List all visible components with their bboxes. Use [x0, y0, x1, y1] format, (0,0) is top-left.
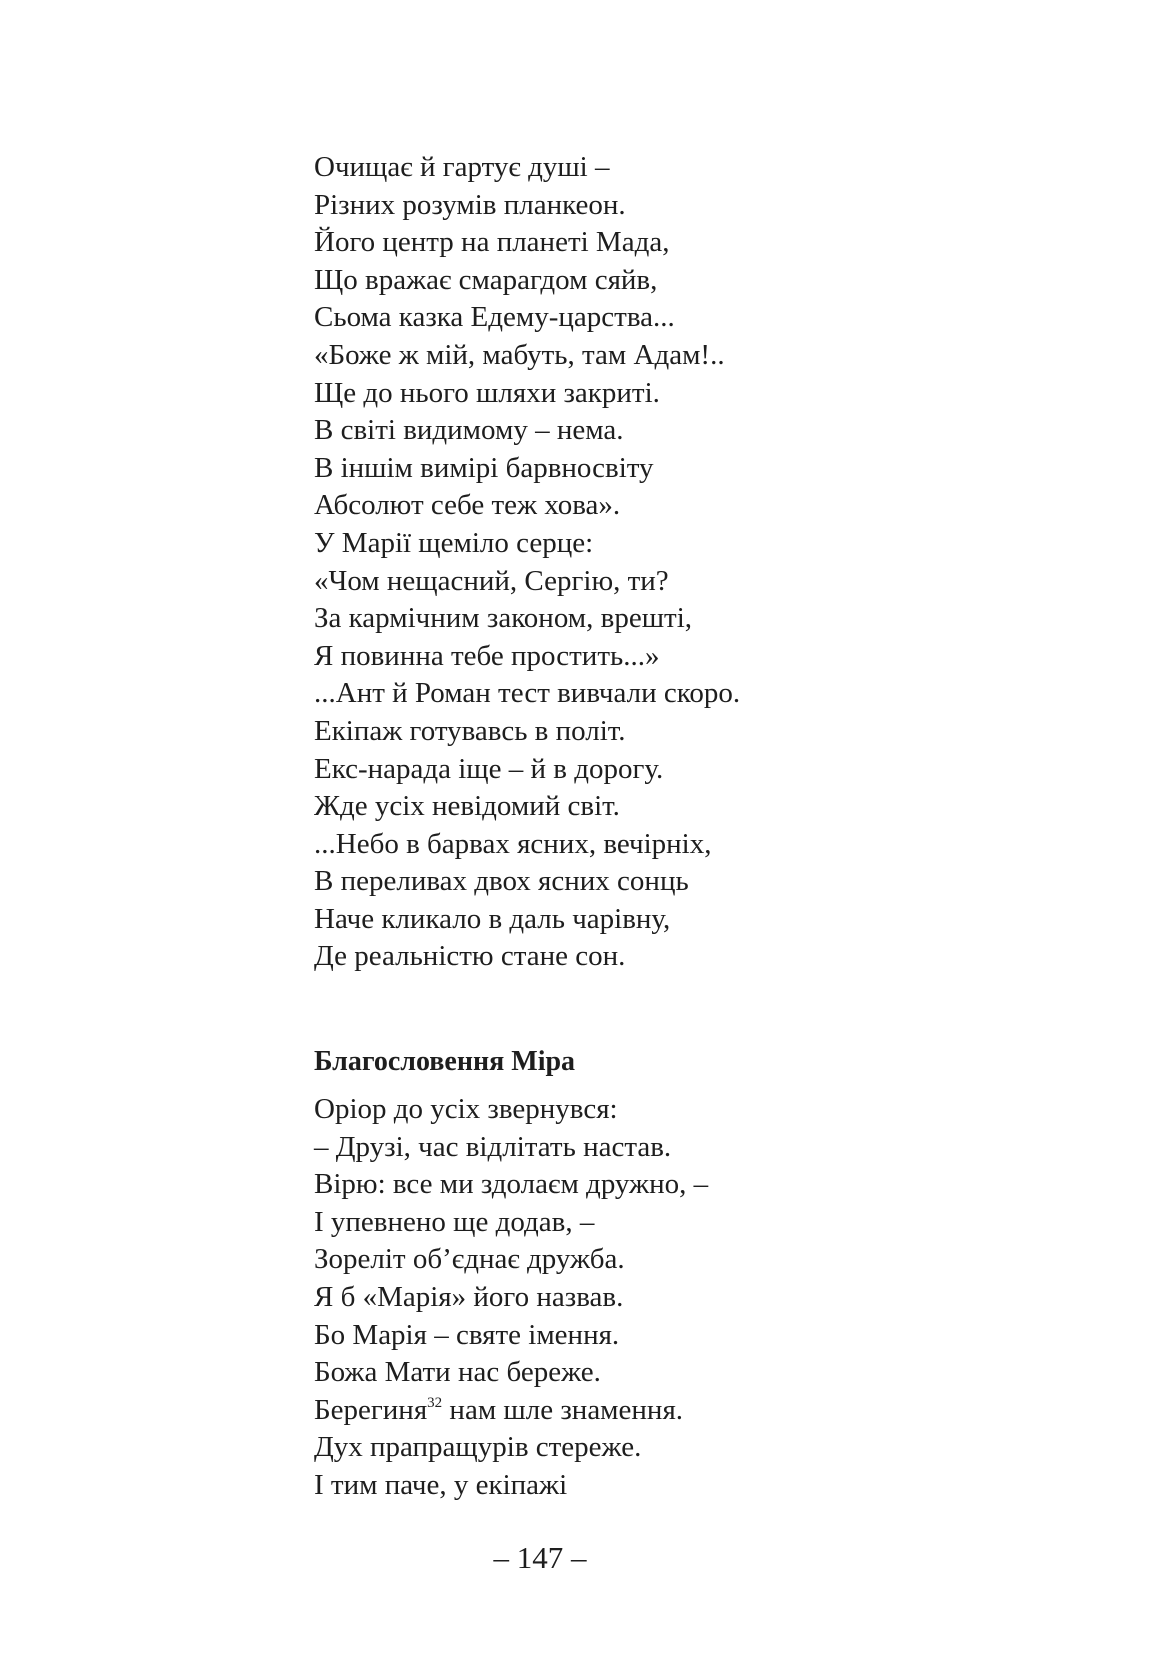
poem-line: Божа Мати нас береже.	[314, 1356, 601, 1389]
poem-line: Наче кликало в даль чарівну,	[314, 902, 671, 935]
poem-line: ...Ант й Роман тест вивчали скоро.	[314, 677, 741, 710]
poem-line: – Друзі, час відлітать настав.	[314, 1130, 672, 1163]
poem-line: Де реальністю стане сон.	[314, 940, 626, 973]
poem-line: Ще до нього шляхи закриті.	[314, 376, 660, 409]
poem-line: І упевнено ще додав, –	[314, 1205, 595, 1238]
poem-line: Очищає й гартує душі –	[314, 151, 610, 183]
poem-line: У Марії щеміло серце:	[314, 526, 594, 559]
poem-stanza	[314, 1091, 1074, 1505]
poem-line: Його центр на планеті Мада,	[314, 226, 670, 259]
poem-line: Бо Марія – святе імення.	[314, 1318, 620, 1351]
poem-line: Екс-нарада іще – й в дорогу.	[314, 752, 664, 785]
poem-line: Жде усіх невідомий світ.	[314, 790, 620, 823]
poem-line: «Чом нещасний, Сергію, ти?	[314, 564, 669, 597]
footnote-reference: 32	[427, 1394, 443, 1411]
poem-line: ...Небо в барвах ясних, вечірніх,	[314, 827, 712, 860]
poem-line: В світі видимому – нема.	[314, 414, 624, 447]
poem-line: Я повинна тебе простить...»	[314, 639, 660, 672]
poem-line: В іншім вимірі барвносвіту	[314, 451, 654, 484]
poem-line: Оріор до усіх звернувся:	[314, 1093, 618, 1125]
poem-line-remainder: нам шле знамення.	[442, 1393, 684, 1426]
poem-line: Вірю: все ми здолаєм дружно, –	[314, 1168, 709, 1201]
poem-line: Що вражає смарагдом сяйв,	[314, 263, 658, 296]
poem-line-with-footnote	[314, 1392, 1074, 1430]
poem-line: Сьома казка Едему-царства...	[314, 301, 675, 334]
poem-line: В переливах двох ясних сонць	[314, 865, 689, 898]
poem-stanza	[314, 149, 1074, 976]
poem-line: За кармічним законом, врешті,	[314, 602, 693, 635]
footnoted-word: Берегиня	[314, 1393, 428, 1426]
poem-line: І тим паче, у екіпажі	[314, 1468, 568, 1501]
poem-line: Абсолют себе теж хова».	[314, 489, 621, 522]
poem-line: Я б «Марія» його назвав.	[314, 1280, 624, 1313]
poem-line: Екіпаж готувавсь в політ.	[314, 714, 626, 747]
poem-line: Зореліт об’єднає дружба.	[314, 1243, 625, 1276]
section-title: Благословення Міра	[314, 1046, 576, 1077]
poem-line: Дух прапращурів стереже.	[314, 1431, 642, 1464]
page-number: – 147 –	[493, 1540, 587, 1575]
poem-line: Різних розумів планкеон.	[314, 188, 626, 221]
poem-line: «Боже ж мій, мабуть, там Адам!..	[314, 338, 725, 371]
